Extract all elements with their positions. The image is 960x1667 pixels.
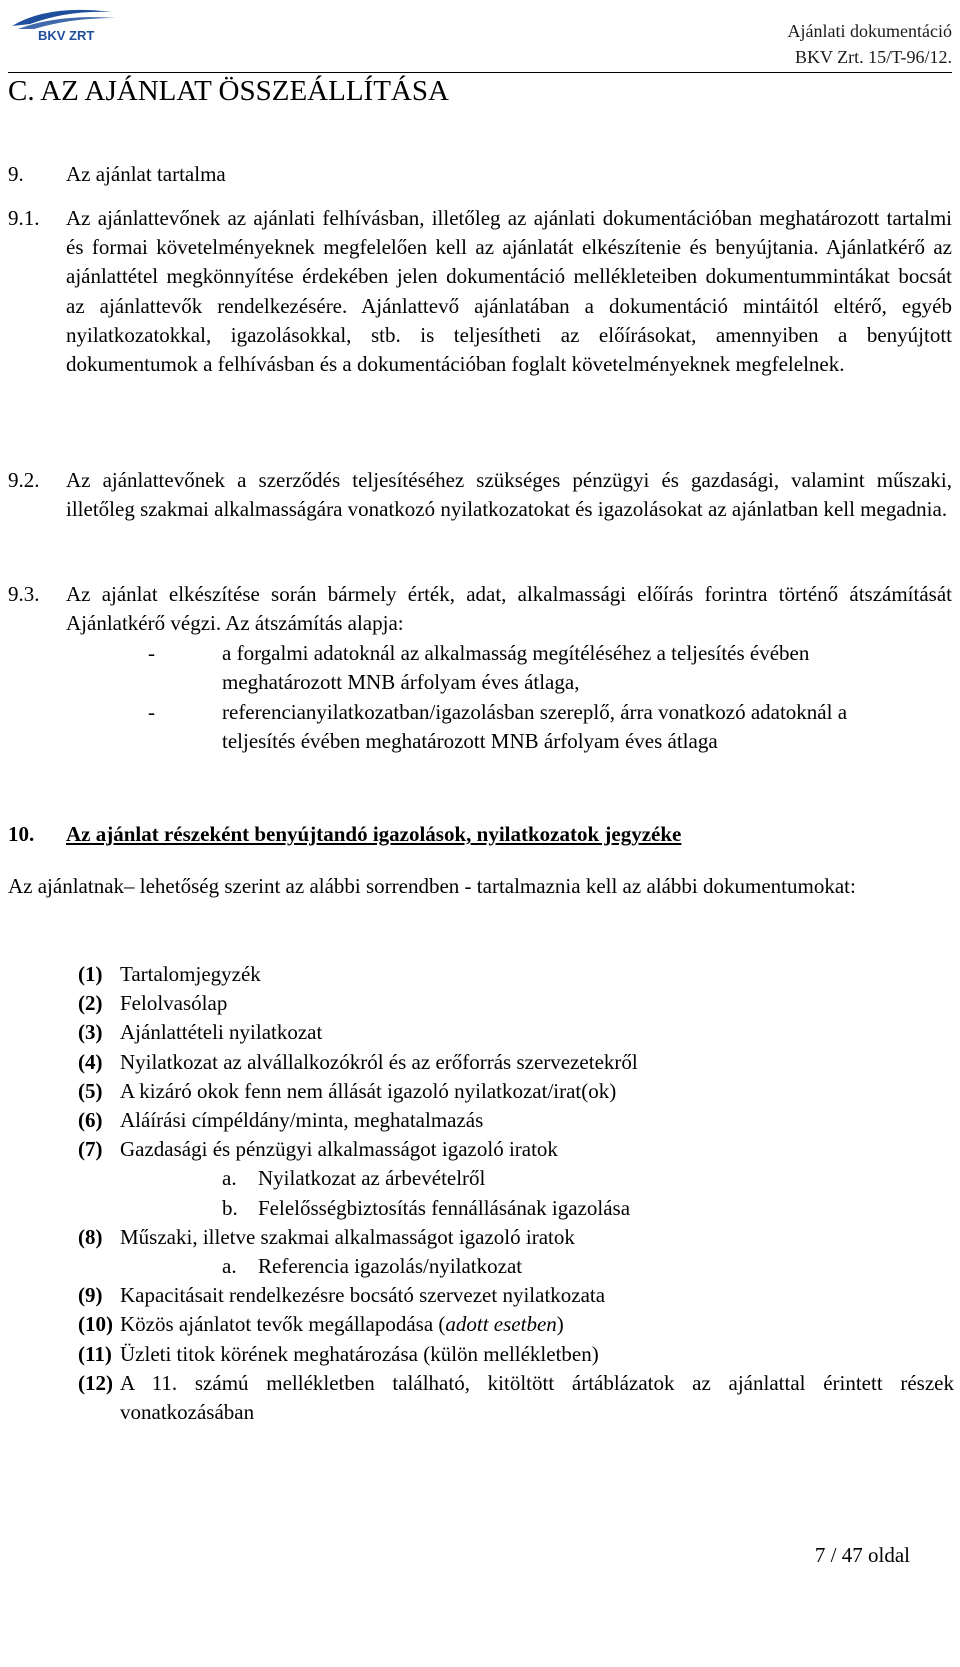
list-item [78, 1310, 954, 1339]
list-number: (3) [78, 1020, 103, 1045]
page-number: 7 / 47 oldal [814, 1543, 910, 1567]
doc-reference: BKV Zrt. 15/T-96/12. [794, 47, 952, 67]
item-9-3-number: 9.3. [8, 582, 40, 606]
doc-type: Ajánlati dokumentáció [787, 21, 952, 41]
list-item [78, 1106, 954, 1135]
section-10-title: Az ajánlat részeként benyújtandó igazolások, nyilatkozatok jegyzéke [66, 822, 682, 846]
list-item [78, 1340, 954, 1369]
header-divider [8, 72, 952, 73]
list-number: (7) [78, 1137, 103, 1162]
dash-marker: - [148, 700, 155, 724]
list-text: A 11. számú mellékletben található, kitöltött ártáblázatok az ajánlattal érintett részek vonatkozásában [120, 1370, 954, 1425]
list-number: (11) [78, 1341, 112, 1366]
sub-list-item [78, 1252, 954, 1281]
item-9-2-text: Az ajánlattevőnek a szerződés teljesítéséhez szükséges pénzügyi és gazdasági, valamint műszaki, illetőleg szakmai alkalmasságára vonatkozó nyilatkozatokat és igazolásokat az ajánlatban kell megadnia. [66, 468, 952, 522]
logo-text: BKV ZRT [38, 28, 95, 42]
list-item [78, 960, 954, 989]
list-number: (6) [78, 1108, 103, 1133]
list-text: Műszaki, illetve szakmai alkalmasságot igazoló iratok [120, 1224, 575, 1249]
list-item [78, 1018, 954, 1047]
sub-list-item [78, 1194, 954, 1223]
list-number: (1) [78, 962, 103, 986]
list-text: Gazdasági és pénzügyi alkalmasságot igazoló iratok [120, 1137, 558, 1162]
dash-item-text: a forgalmi adatoknál az alkalmasság megítéléséhez a teljesítés évében meghatározott MNB árfolyam éves átlaga, [222, 641, 810, 695]
list-text: A kizáró okok fenn nem állását igazoló nyilatkozat/irat(ok) [120, 1078, 617, 1103]
dash-item [148, 698, 868, 756]
bkv-logo [8, 2, 120, 42]
sub-letter: a. [222, 1166, 237, 1191]
document-list [78, 960, 954, 1427]
list-item [78, 1077, 954, 1106]
sub-text: Nyilatkozat az árbevételről [258, 1166, 486, 1191]
section-9-title: Az ajánlat tartalma [66, 162, 226, 186]
section-9-number: 9. [8, 162, 24, 186]
list-text: Üzleti titok körének meghatározása (külön mellékletben) [120, 1341, 599, 1366]
list-text: Aláírási címpéldány/minta, meghatalmazás [120, 1108, 484, 1133]
list-number: (4) [78, 1049, 103, 1074]
list-item [78, 1048, 954, 1077]
dash-marker: - [148, 641, 155, 665]
section-10-intro: Az ajánlatnak– lehetőség szerint az alábbi sorrendben - tartalmaznia kell az alábbi dokumentumokat: [8, 874, 856, 898]
dash-item [148, 639, 868, 697]
list-text: Nyilatkozat az alvállalkozókról és az erőforrás szervezetekről [120, 1049, 638, 1074]
list-item [78, 1135, 954, 1164]
list-item [78, 1223, 954, 1252]
list-text: Felolvasólap [120, 991, 228, 1016]
list-number: (12) [78, 1370, 113, 1395]
section-10-heading [8, 820, 682, 849]
list-number: (2) [78, 991, 103, 1016]
item-9-3-text: Az ajánlat elkészítése során bármely érték, adat, alkalmassági előírás forintra történő átszámítását Ajánlatkérő végzi. Az átszámítás alapja: [66, 582, 952, 636]
section-10-number: 10. [8, 822, 35, 846]
section-9-heading [8, 160, 226, 188]
list-number: (5) [78, 1078, 103, 1103]
item-9-1-text: Az ajánlattevőnek az ajánlati felhívásban, illetőleg az ajánlati dokumentációban meghatározott tartalmi és formai követelményeknek megfelelően kell az ajánlatát elkészítenie és benyújtania. Ajánlatkérő az ajánlattétel megkönnyítése érdekében jelen dokumentáció mellékleteiben dokumentummintákat bocsát az ajánlattevők rendelkezésére. Ajánlattevő ajánlatában a dokumentáció mintáitól eltérő, egyéb nyilatkozatokkal, igazolásokkal, stb. is teljesítheti az előírásokat, amennyiben a benyújtott dokumentumok a felhívásban és a dokumentációban foglalt követelményeknek megfelelnek. [66, 206, 952, 377]
list-text: Kapacitásait rendelkezésre bocsátó szervezet nyilatkozata [120, 1283, 606, 1308]
part-title: C. AZ AJÁNLAT ÖSSZEÁLLÍTÁSA [8, 75, 449, 107]
list-item [78, 989, 954, 1018]
list-text-after: ) [556, 1312, 564, 1337]
list-number: (8) [78, 1224, 103, 1249]
list-item [78, 1369, 954, 1427]
list-text: Ajánlattételi nyilatkozat [120, 1020, 323, 1045]
sub-text: Felelősségbiztosítás fennállásának igazolása [258, 1195, 631, 1220]
sub-text: Referencia igazolás/nyilatkozat [258, 1254, 523, 1279]
dash-item-text: referencianyilatkozatban/igazolásban szereplő, árra vonatkozó adatoknál a teljesítés évében meghatározott MNB árfolyam éves átlaga [222, 700, 848, 754]
item-9-1-number: 9.1. [8, 206, 40, 230]
sub-letter: b. [222, 1195, 238, 1220]
list-text-before: Közös ajánlatot tevők megállapodása ( [120, 1312, 446, 1337]
sub-letter: a. [222, 1254, 237, 1279]
sub-list-item [78, 1164, 954, 1193]
item-9-2-number: 9.2. [8, 468, 40, 492]
list-text-italic: adott esetben [445, 1312, 557, 1337]
list-number: (9) [78, 1283, 103, 1308]
list-text: Tartalomjegyzék [120, 962, 261, 986]
list-number: (10) [78, 1312, 113, 1337]
list-item [78, 1281, 954, 1310]
